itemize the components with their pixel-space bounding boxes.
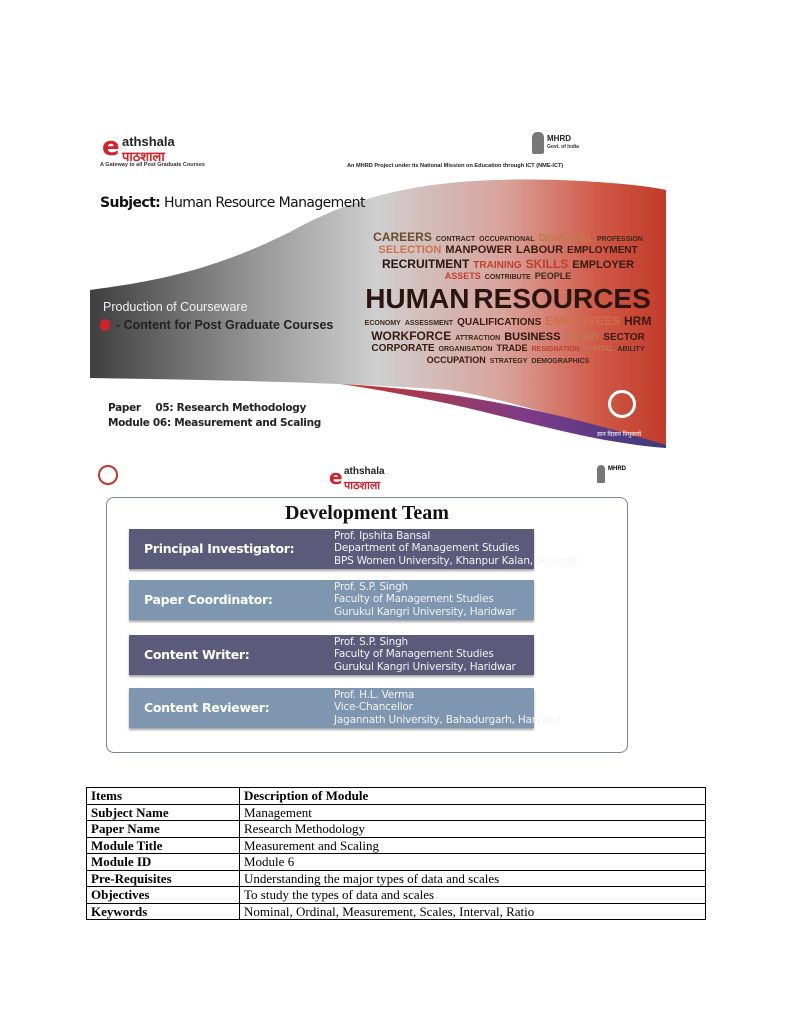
word-cloud-word: EMPLOYER (572, 258, 635, 271)
item-cell: Module ID (87, 854, 240, 871)
emblem-caption: ज्ञान विज्ञान विमुक्तये (597, 432, 642, 438)
epathshala-logo-small: e athshala पाठशाला (329, 465, 385, 492)
word-cloud-word: PROFESSION (596, 235, 643, 243)
team-member-details (334, 581, 516, 618)
word-cloud-word: WORKFORCE (371, 328, 452, 343)
team-detail-line: Jagannath University, Bahadurgarh, Haryana (334, 713, 561, 726)
team-role: Paper Coordinator: (144, 592, 273, 607)
team-detail-line: Faculty of Management Studies (334, 593, 494, 606)
word-cloud-word: SELECTION (378, 244, 442, 257)
word-cloud-word: HUMAN (365, 282, 470, 314)
team-row (129, 529, 579, 569)
word-cloud-word: ORGANISATION (438, 346, 493, 354)
team-role: Content Writer: (144, 647, 250, 662)
project-line: An MHRD Project under its National Mission on Education through ICT (NME-ICT) (347, 163, 564, 169)
word-cloud-word: BUSINESS (504, 330, 561, 343)
team-detail-line: Prof. H.L. Verma (334, 689, 415, 701)
word-cloud-word: ATTRACTION (455, 334, 501, 342)
team-detail-line: Prof. S.P. Singh (334, 581, 408, 593)
item-cell: Objectives (87, 887, 240, 904)
item-cell: Module Title (87, 837, 240, 854)
word-cloud-word: MANPOWER (445, 244, 512, 257)
word-cloud-word: TALENT (564, 331, 600, 342)
university-emblem-icon (608, 390, 636, 418)
university-logo-icon (98, 465, 118, 485)
word-cloud-bottom-group (362, 315, 654, 365)
production-text: Production of Courseware (103, 300, 248, 314)
table-row (87, 837, 706, 854)
team-detail-line: Gurukul Kangri University, Haridwar (334, 605, 516, 618)
word-cloud-word: TRAINING (473, 259, 522, 271)
table-row (87, 870, 706, 887)
description-cell: Nominal, Ordinal, Measurement, Scales, Interval, Ratio (240, 903, 706, 920)
paper-value: 05: Research Methodology (155, 402, 307, 414)
team-title: Development Team (285, 502, 449, 524)
team-detail-line: Prof. Ipshita Bansal (334, 530, 431, 542)
header-items: Items (87, 788, 240, 805)
team-role: Content Reviewer: (144, 700, 270, 715)
word-cloud-word: ABILITY (617, 346, 645, 354)
team-row (129, 580, 534, 620)
word-cloud-word: ASSETS (444, 271, 481, 282)
module-line (108, 417, 321, 429)
table-row (87, 854, 706, 871)
team-row (129, 635, 534, 675)
item-cell: Paper Name (87, 821, 240, 838)
subject-value: Human Resource Management (164, 195, 365, 211)
ashoka-emblem-icon (597, 465, 605, 483)
word-cloud-word: CORPORATE (371, 343, 435, 355)
team-detail-line: Faculty of Management Studies (334, 648, 494, 661)
team-member-details (334, 636, 516, 673)
word-cloud-word: EMPLOYEES (545, 314, 621, 329)
description-cell: To study the types of data and scales (240, 887, 706, 904)
header-description: Description of Module (240, 788, 706, 805)
table-row (87, 821, 706, 838)
description-cell: Measurement and Scaling (240, 837, 706, 854)
word-cloud-word: ASSESSMENT (404, 320, 454, 328)
description-cell: Understanding the major types of data and scales (240, 870, 706, 887)
word-cloud-word: DISMISSAL (538, 232, 593, 244)
team-detail-line: Prof. S.P. Singh (334, 636, 408, 648)
word-cloud-word: ECONOMY (364, 320, 401, 328)
table-row (87, 804, 706, 821)
word-cloud-word: CAREERS (373, 229, 432, 244)
word-cloud-word: LABOUR (515, 244, 564, 257)
hr-word-cloud (362, 218, 654, 378)
module-info-table (86, 787, 706, 920)
word-cloud-word: OCCUPATION (426, 354, 486, 365)
word-cloud-word: RESIGNATION (531, 346, 580, 354)
ashoka-emblem-icon (532, 132, 544, 154)
word-cloud-word: CAPITAL (583, 346, 614, 354)
team-detail-line: Gurukul Kangri University, Haridwar (334, 660, 516, 673)
item-cell: Subject Name (87, 804, 240, 821)
team-detail-line: BPS Women University, Khanpur Kalan, Sonepat (334, 554, 579, 567)
word-cloud-top-group (362, 231, 654, 282)
word-cloud-word: EMPLOYMENT (567, 245, 638, 257)
word-cloud-word: TRADE (496, 343, 528, 354)
description-cell: Module 6 (240, 854, 706, 871)
word-cloud-word: STRATEGY (489, 357, 528, 365)
document-page: e athshala पाठशाला A Gateway to all Post Graduate Courses MHRD Govt. of India An MHRD Project under its National Mission on Education through ICT (NME-ICT) Subject: Human Resource Management Production of Courseware - Content for Post Graduate Courses CAREERS CONTRACT OCCUPATIONAL DISMISSAL PROFESSION SELECTION MANPOWER LABOUR EMPLOYMENT RECRUITMENT TRAINING SKILLS EMPLOYER ASSETS CONTRIBUTE PEOPLE HUMAN RESOURCES ECONOMY ASSESSMENT QUALIFICATIONS EMPLOYEES HRM WORKFORCE ATTRACTION BUSINESS TALENT SECTOR CORPORATE ORGANISATION TRADE RESIGNATION CAPITAL ABILITY OCCUPATION STRATEGY DEMOGRAPHICS Paper 05: Research Methodology Module 06: Measurement and Scaling ज्ञान विज्ञान विमुक्तये e athshala पाठशाला MHRD Development Team Principal Investigator: Prof. Ipshita Bansal Department of Management Studies BPS Women University, Khanpur Kalan, Sonepat Paper Coordinator: Prof. S.P. Singh Faculty of Management Studies Gurukul Kangri University, Haridwar Content Writer: Prof. S.P. Singh Faculty of Management Studies Gurukul Kangri University, Haridwar Content Reviewer: Prof. H.L. Verma Vice-Chancellor Jagannath University, Bahadurgarh, Haryana Items Description of Module Subject Name Management Paper Name Research Methodology Module Title Measurement and Scaling Module ID Module 6 Pre-Requisites Understanding the major types of data and scales Objectives To study the types of data and scales Keywords Nominal, Ordinal, Measurement, Scales, Interval, Ratio (0, 0, 791, 1024)
word-cloud-word: HRM (624, 314, 652, 329)
word-cloud-word: SKILLS (525, 256, 569, 271)
word-cloud-word: CONTRIBUTE (484, 274, 531, 282)
paper-line (108, 402, 306, 414)
word-cloud-word: QUALIFICATIONS (457, 317, 542, 329)
team-member-details (334, 530, 578, 567)
description-cell: Research Methodology (240, 821, 706, 838)
word-cloud-word: PEOPLE (534, 271, 572, 282)
team-detail-line: Department of Management Studies (334, 542, 520, 555)
module-label: Module 06: (108, 417, 171, 429)
table-row (87, 887, 706, 904)
epathshala-e-icon: e (102, 132, 120, 162)
item-cell: Keywords (87, 903, 240, 920)
mhrd-title: MHRD (547, 134, 571, 143)
team-detail-line: Vice-Chancellor (334, 701, 413, 714)
epathshala-e-icon: e (329, 465, 343, 489)
word-cloud-word: SECTOR (603, 331, 645, 343)
module-value: Measurement and Scaling (174, 417, 321, 429)
team-row (129, 688, 561, 728)
word-cloud-main-group (362, 284, 654, 313)
word-cloud-word: RECRUITMENT (381, 256, 470, 271)
word-cloud-word: CONTRACT (435, 235, 476, 243)
word-cloud-word: RESOURCES (473, 282, 651, 314)
team-member-details (334, 689, 561, 726)
mhrd-subtitle: Govt. of India (547, 144, 579, 150)
table-row (87, 903, 706, 920)
team-role: Principal Investigator: (144, 541, 295, 556)
content-line: - Content for Post Graduate Courses (116, 318, 334, 332)
word-cloud-word: OCCUPATIONAL (479, 235, 535, 243)
word-cloud-word: DEMOGRAPHICS (531, 357, 590, 365)
epg-small-icon (100, 319, 110, 331)
description-cell: Management (240, 804, 706, 821)
paper-label: Paper (108, 402, 141, 414)
subject-heading (100, 195, 365, 211)
tagline: A Gateway to all Post Graduate Courses (100, 162, 205, 168)
subject-label: Subject: (100, 195, 161, 211)
cover-banner: e athshala पाठशाला A Gateway to all Post Graduate Courses MHRD Govt. of India An MHRD Project under its National Mission on Education through ICT (NME-ICT) Subject: Human Resource Management Production of Courseware - Content for Post Graduate Courses CAREERS CONTRACT OCCUPATIONAL DISMISSAL PROFESSION SELECTION MANPOWER LABOUR EMPLOYMENT RECRUITMENT TRAINING SKILLS EMPLOYER ASSETS CONTRIBUTE PEOPLE HUMAN RESOURCES ECONOMY ASSESSMENT QUALIFICATIONS EMPLOYEES HRM WORKFORCE ATTRACTION BUSINESS TALENT SECTOR CORPORATE ORGANISATION TRADE RESIGNATION CAPITAL ABILITY OCCUPATION STRATEGY DEMOGRAPHICS Paper 05: Research Methodology Module 06: Measurement and Scaling ज्ञान विज्ञान विमुक्तये (90, 122, 666, 448)
item-cell: Pre-Requisites (87, 870, 240, 887)
table-header-row (87, 788, 706, 805)
